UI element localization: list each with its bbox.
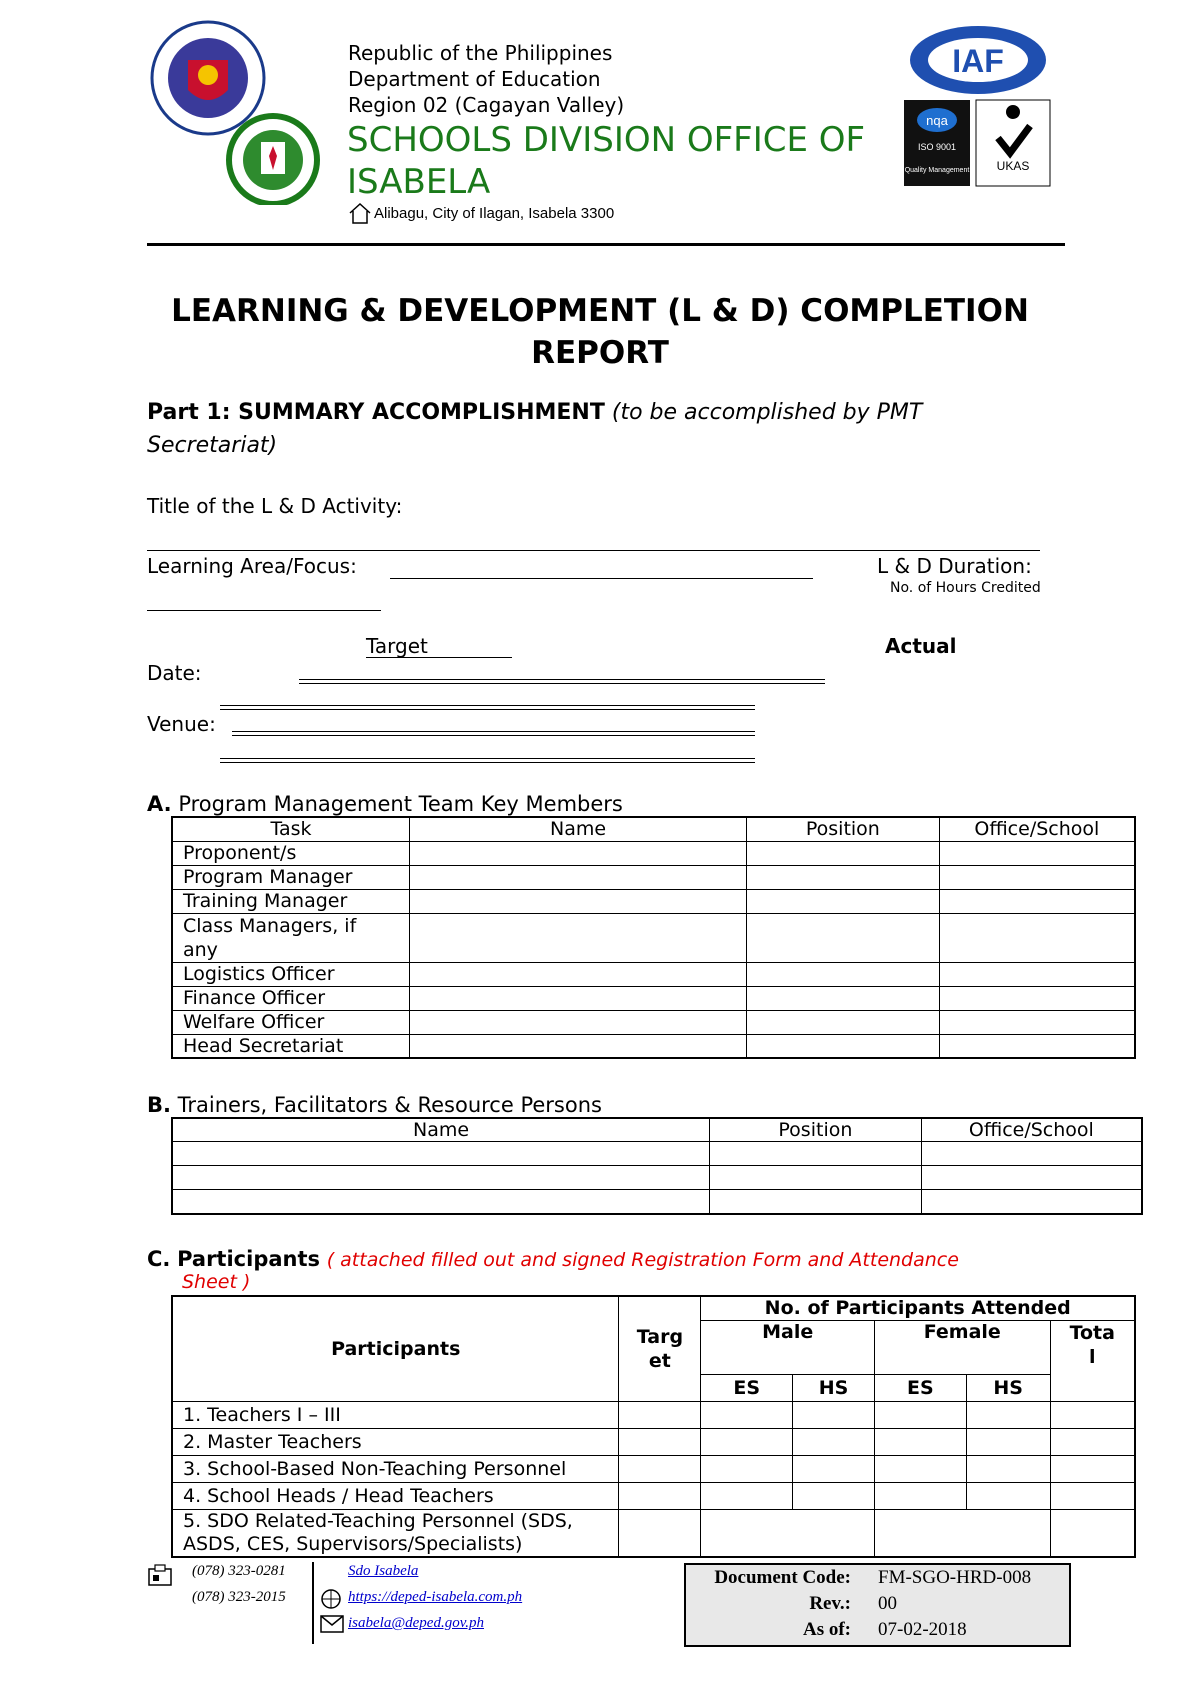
table-row: Program Manager — [172, 865, 1135, 889]
female-header: Female — [874, 1320, 1050, 1374]
table-row — [172, 1142, 1142, 1166]
part1-heading — [147, 397, 922, 429]
venue-line-2 — [232, 735, 755, 736]
participants-table — [171, 1295, 1136, 1558]
globe-icon — [320, 1588, 344, 1610]
col-position: Position — [710, 1118, 922, 1142]
table-row: Class Managers, if any — [172, 913, 1135, 962]
svg-text:UKAS: UKAS — [996, 159, 1030, 173]
col-name: Name — [410, 817, 747, 841]
home-icon — [348, 202, 372, 224]
deped-seal-logo — [148, 20, 333, 205]
part1-bold: Part 1: SUMMARY ACCOMPLISHMENT — [147, 400, 605, 425]
col-office: Office/School — [939, 817, 1135, 841]
table-row: Finance Officer — [172, 986, 1135, 1010]
table-row: Logistics Officer — [172, 962, 1135, 986]
iso-certification-logo — [902, 98, 1054, 190]
table-row: 3. School-Based Non-Teaching Personnel — [172, 1455, 1135, 1482]
section-a-heading: A. Program Management Team Key Members — [147, 792, 623, 816]
svg-text:nqa: nqa — [926, 113, 948, 128]
table-row: 1. Teachers I – III — [172, 1401, 1135, 1428]
document-info-box — [684, 1563, 1071, 1647]
col-task: Task — [172, 817, 410, 841]
participants-note-line2: Sheet ) — [182, 1271, 251, 1293]
pmt-members-table — [171, 816, 1136, 1059]
female-es-header: ES — [874, 1374, 966, 1401]
header-sdo-line2: ISABELA — [347, 162, 491, 202]
part1-italic: (to be accomplished by PMT — [611, 400, 923, 425]
target-underline — [366, 657, 512, 658]
male-hs-header: HS — [793, 1374, 875, 1401]
table-row: 4. School Heads / Head Teachers — [172, 1482, 1135, 1509]
rev-value: 00 — [878, 1593, 897, 1614]
date-label: Date: — [147, 661, 202, 685]
venue-label: Venue: — [147, 712, 216, 736]
female-hs-header: HS — [966, 1374, 1050, 1401]
iaf-logo — [908, 24, 1048, 96]
activity-title-line[interactable] — [147, 550, 1040, 551]
target-label: Target — [366, 634, 428, 658]
activity-title-label: Title of the L & D Activity: — [147, 494, 403, 518]
date-line[interactable] — [299, 679, 825, 680]
as-of-value: 07-02-2018 — [878, 1619, 967, 1640]
fax-icon — [147, 1563, 173, 1587]
trainers-table — [171, 1117, 1143, 1215]
table-row: Proponent/s — [172, 841, 1135, 865]
report-title-line1: LEARNING & DEVELOPMENT (L & D) COMPLETION — [171, 293, 1029, 329]
col-office: Office/School — [921, 1118, 1142, 1142]
email-link[interactable]: isabela@deped.gov.ph — [348, 1615, 484, 1631]
report-title-line2: REPORT — [531, 335, 669, 371]
section-b-heading: B. Trainers, Facilitators & Resource Persons — [147, 1093, 602, 1117]
header-address: Alibagu, City of Ilagan, Isabela 3300 — [374, 205, 615, 222]
doc-code-label: Document Code: — [714, 1567, 851, 1588]
svg-text:IAF: IAF — [952, 43, 1004, 79]
section-c-heading: C. Participants ( attached filled out and signed Registration Form and Attendance — [147, 1247, 959, 1271]
website-link[interactable]: https://deped-isabela.com.ph — [348, 1589, 523, 1605]
participants-header: Participants — [172, 1296, 619, 1401]
table-row — [172, 1190, 1142, 1214]
venue-line-top-2 — [220, 709, 755, 710]
header-region: Region 02 (Cagayan Valley) — [348, 93, 625, 117]
male-header: Male — [701, 1320, 875, 1374]
header-republic: Republic of the Philippines — [348, 41, 613, 65]
table-row: Head Secretariat — [172, 1034, 1135, 1058]
doc-code-value: FM-SGO-HRD-008 — [878, 1567, 1032, 1588]
venue-line[interactable] — [232, 731, 755, 732]
table-row: Training Manager — [172, 889, 1135, 913]
table-row: 2. Master Teachers — [172, 1428, 1135, 1455]
part1-italic-line2: Secretariat) — [147, 433, 278, 458]
col-position: Position — [747, 817, 940, 841]
footer-divider — [312, 1562, 314, 1644]
learning-area-label: Learning Area/Focus: — [147, 554, 357, 578]
svg-text:Quality Management: Quality Management — [904, 167, 970, 174]
venue-line-bottom — [220, 758, 755, 759]
rev-label: Rev.: — [809, 1593, 851, 1614]
date-line-2 — [299, 683, 825, 684]
target-header: Targ et — [619, 1296, 701, 1401]
actual-label: Actual — [885, 634, 957, 658]
facebook-link[interactable]: Sdo Isabela — [348, 1563, 419, 1579]
header-sdo-line1: SCHOOLS DIVISION OFFICE OF — [347, 120, 866, 160]
svg-text:ISO 9001: ISO 9001 — [917, 142, 957, 152]
phone-2: (078) 323-2015 — [192, 1589, 286, 1605]
header-rule — [147, 243, 1065, 246]
male-es-header: ES — [701, 1374, 793, 1401]
duration-label: L & D Duration: — [877, 554, 1032, 578]
as-of-label: As of: — [802, 1619, 851, 1640]
table-row: 5. SDO Related-Teaching Personnel (SDS, ASDS, CES, Supervisors/Specialists) — [172, 1509, 1135, 1557]
phone-1: (078) 323-0281 — [192, 1563, 286, 1579]
header-department: Department of Education — [348, 67, 601, 91]
venue-line-top — [220, 705, 755, 706]
venue-line-bottom-2 — [220, 762, 755, 763]
participants-note: ( attached filled out and signed Registration Form and Attendance — [326, 1249, 959, 1271]
attended-header: No. of Participants Attended — [701, 1296, 1135, 1320]
col-name: Name — [172, 1118, 710, 1142]
total-header: Tota l — [1050, 1320, 1135, 1401]
hours-credited-label: No. of Hours Credited — [890, 580, 1041, 596]
duration-line[interactable] — [147, 610, 381, 611]
table-row — [172, 1166, 1142, 1190]
learning-area-line[interactable] — [390, 578, 813, 579]
table-row: Welfare Officer — [172, 1010, 1135, 1034]
email-icon — [320, 1615, 344, 1633]
